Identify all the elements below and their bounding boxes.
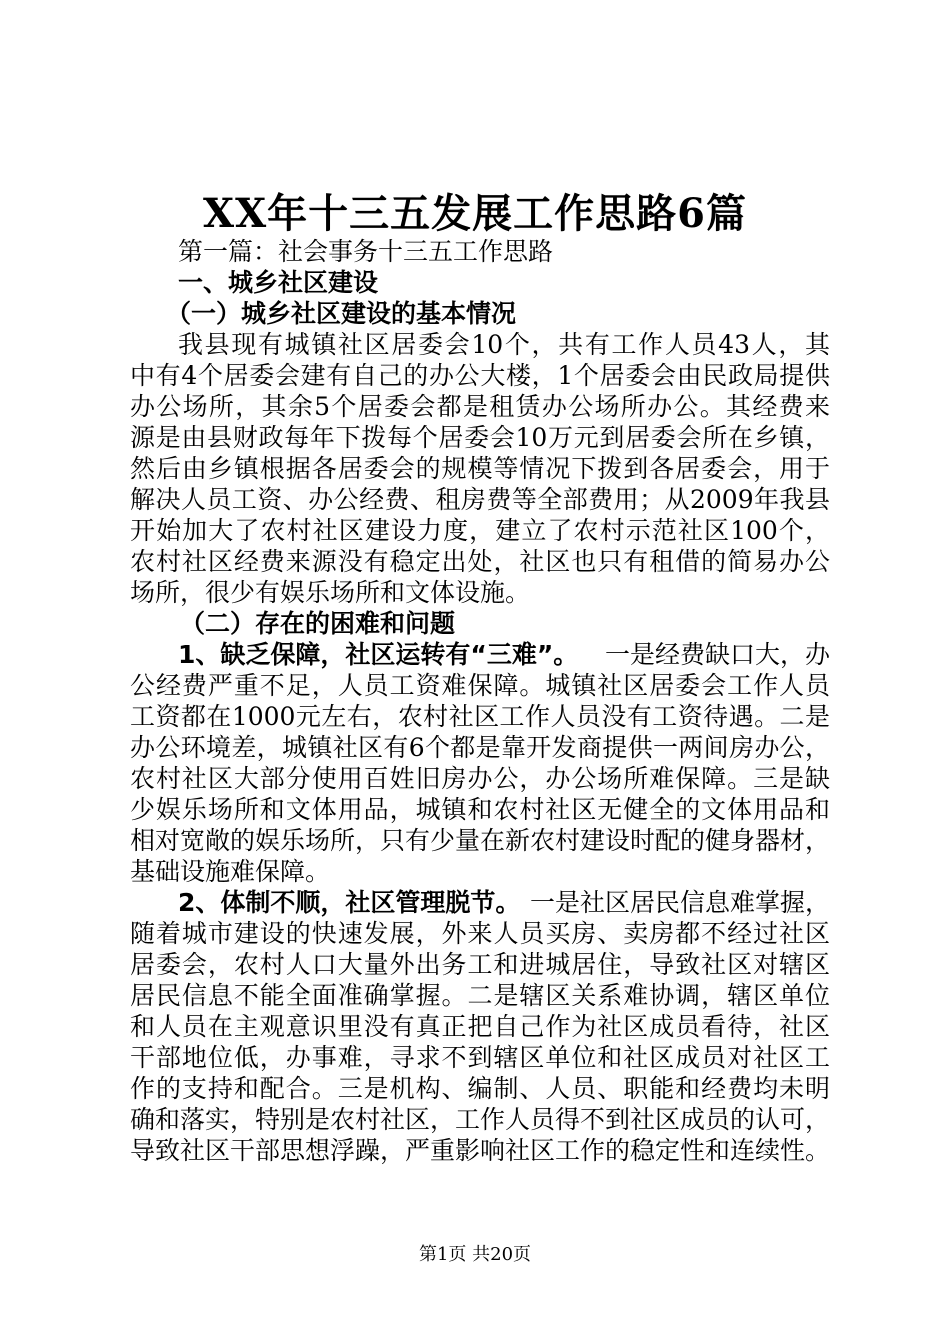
paragraph-line: 办公场所，其余5个居委会都是租赁办公场所办公。其经费来 (130, 392, 830, 421)
paragraph-line: 少娱乐场所和文体用品，城镇和农村社区无健全的文体用品和 (130, 795, 830, 824)
paragraph-line: 居委会，农村人口大量外出务工和进城居住，导致社区对辖区 (130, 950, 830, 979)
paragraph-line-rest: 一是社区居民信息难掌握， (529, 888, 830, 917)
paragraph-line: 解决人员工资、办公经费、租房费等全部费用；从2009年我县 (130, 485, 830, 514)
paragraph-line: 居民信息不能全面准确掌握。二是辖区关系难协调，辖区单位 (130, 981, 830, 1010)
paragraph-line: 农村社区大部分使用百姓旧房办公，办公场所难保障。三是缺 (130, 764, 830, 793)
heading-problems: （二）存在的困难和问题 (180, 609, 456, 638)
paragraph-first-line (178, 888, 830, 918)
paragraph-line: 办公环境差，城镇社区有6个都是靠开发商提供一两间房办公， (130, 733, 830, 762)
paragraph-lead: 2、体制不顺，社区管理脱节。 (178, 888, 521, 917)
paragraph-line: 工资都在1000元左右，农村社区工作人员没有工资待遇。二是 (130, 702, 830, 731)
paragraph-line: 导致社区干部思想浮躁，严重影响社区工作的稳定性和连续性。 (130, 1136, 831, 1165)
paragraph-lead: 1、缺乏保障，社区运转有“三难”。 (178, 640, 579, 669)
paragraph-line: 场所，很少有娱乐场所和文体设施。 (130, 578, 531, 607)
paragraph-line: 确和落实，特别是农村社区，工作人员得不到社区成员的认可， (130, 1105, 831, 1134)
paragraph-line: 然后由乡镇根据各居委会的规模等情况下拨到各居委会，用于 (130, 454, 830, 483)
paragraph-line: 和人员在主观意识里没有真正把自己作为社区成员看待，社区 (130, 1012, 830, 1041)
section-label: 第一篇：社会事务十三五工作思路 (178, 237, 554, 266)
paragraph-line-rest: 一是经费缺口大，办 (604, 640, 830, 669)
paragraph-line: 源是由县财政每年下拨每个居委会10万元到居委会所在乡镇， (130, 423, 830, 452)
paragraph-line: 随着城市建设的快速发展，外来人员买房、卖房都不经过社区 (130, 919, 830, 948)
paragraph-line: 开始加大了农村社区建设力度，建立了农村示范社区100个， (130, 516, 830, 545)
paragraph-line: 干部地位低，办事难，寻求不到辖区单位和社区成员对社区工 (130, 1043, 830, 1072)
paragraph-line: 中有4个居委会建有自己的办公大楼，1个居委会由民政局提供 (130, 361, 830, 390)
paragraph-line: 作的支持和配合。三是机构、编制、人员、职能和经费均未明 (130, 1074, 830, 1103)
page-footer: 第1页 共20页 (418, 1244, 532, 1265)
paragraph-first-line (178, 640, 830, 670)
paragraph-line: 农村社区经费来源没有稳定出处，社区也只有租借的简易办公 (130, 547, 830, 576)
paragraph-line: 公经费严重不足，人员工资难保障。城镇社区居委会工作人员 (130, 671, 830, 700)
heading-community-construction: 一、城乡社区建设 (178, 268, 379, 297)
paragraph-line: 相对宽敞的娱乐场所，只有少量在新农村建设时配的健身器材， (130, 826, 831, 855)
heading-basic-situation: （一）城乡社区建设的基本情况 (166, 299, 517, 328)
document-title: XX年十三五发展工作思路6篇 (203, 190, 747, 237)
paragraph-line: 基础设施难保障。 (130, 857, 331, 886)
paragraph-line: 我县现有城镇社区居委会10个，共有工作人员43人，其 (178, 330, 830, 359)
